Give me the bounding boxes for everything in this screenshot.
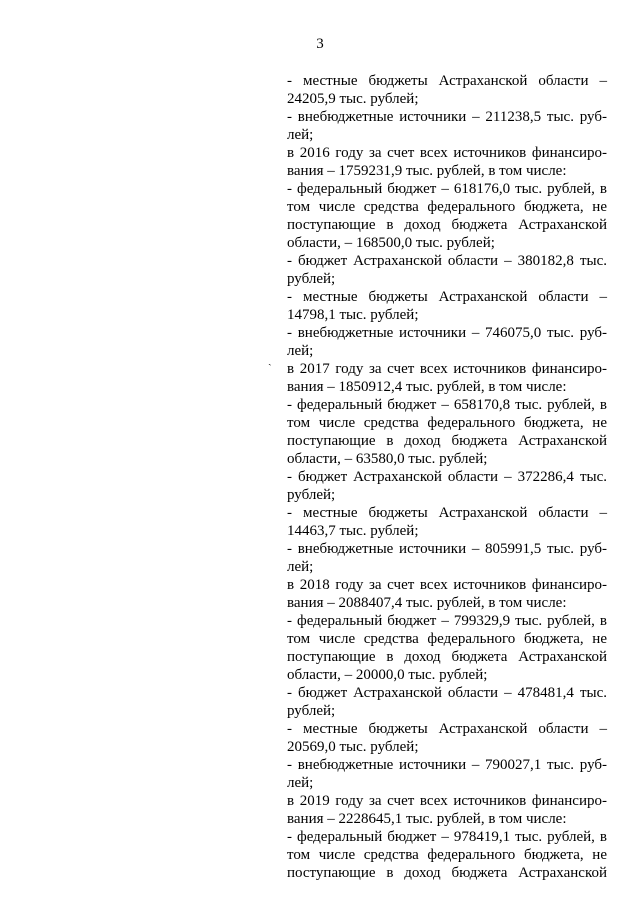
- text-line: том числе средства федерального бюджета, не: [287, 631, 607, 647]
- text-line: том числе средства федерального бюджета, не: [287, 847, 607, 863]
- text-line: - бюджет Астраханской области – 478481,4 тыс.: [287, 685, 607, 701]
- text-line: вания – 1850912,4 тыс. рублей, в том числе:: [287, 379, 567, 395]
- text-line: поступающие в доход бюджета Астраханской: [287, 433, 607, 449]
- text-line: лей;: [287, 775, 314, 791]
- text-line: в 2018 году за счет всех источников финансиро-: [287, 577, 607, 593]
- text-line: области, – 20000,0 тыс. рублей;: [287, 667, 488, 683]
- text-line: - федеральный бюджет – 978419,1 тыс. рублей, в: [287, 829, 607, 845]
- text-line: - внебюджетные источники – 805991,5 тыс. руб-: [287, 541, 607, 557]
- text-line: вания – 2088407,4 тыс. рублей, в том числе:: [287, 595, 567, 611]
- document-body: [287, 72, 607, 882]
- text-line: поступающие в доход бюджета Астраханской: [287, 865, 607, 881]
- text-line: - бюджет Астраханской области – 372286,4 тыс.: [287, 469, 607, 485]
- text-line: 20569,0 тыс. рублей;: [287, 739, 419, 755]
- text-line: вания – 2228645,1 тыс. рублей, в том числе:: [287, 811, 567, 827]
- text-line: том числе средства федерального бюджета, не: [287, 199, 607, 215]
- text-line: вания – 1759231,9 тыс. рублей, в том числе:: [287, 163, 567, 179]
- text-line: - местные бюджеты Астраханской области –: [287, 505, 607, 521]
- text-line: - бюджет Астраханской области – 380182,8 тыс.: [287, 253, 607, 269]
- text-line: - внебюджетные источники – 790027,1 тыс. руб-: [287, 757, 607, 773]
- text-line: - федеральный бюджет – 618176,0 тыс. рублей, в: [287, 181, 607, 197]
- text-line: - внебюджетные источники – 746075,0 тыс. руб-: [287, 325, 607, 341]
- text-line: - федеральный бюджет – 658170,8 тыс. рублей, в: [287, 397, 607, 413]
- text-line: - местные бюджеты Астраханской области –: [287, 289, 607, 305]
- text-line: в 2019 году за счет всех источников финансиро-: [287, 793, 607, 809]
- text-line: рублей;: [287, 703, 336, 719]
- text-line: лей;: [287, 127, 314, 143]
- text-line: том числе средства федерального бюджета, не: [287, 415, 607, 431]
- text-line: - федеральный бюджет – 799329,9 тыс. рублей, в: [287, 613, 607, 629]
- text-line: 24205,9 тыс. рублей;: [287, 91, 419, 107]
- page-number: 3: [316, 36, 324, 52]
- text-line: - внебюджетные источники – 211238,5 тыс. руб-: [287, 109, 607, 125]
- text-line: 14463,7 тыс. рублей;: [287, 523, 419, 539]
- text-line: поступающие в доход бюджета Астраханской: [287, 649, 607, 665]
- text-line: поступающие в доход бюджета Астраханской: [287, 217, 607, 233]
- margin-mark: ˏ: [268, 354, 272, 366]
- text-line: 14798,1 тыс. рублей;: [287, 307, 419, 323]
- text-line: лей;: [287, 559, 314, 575]
- text-line: в 2016 году за счет всех источников финансиро-: [287, 145, 607, 161]
- text-line: - местные бюджеты Астраханской области –: [287, 721, 607, 737]
- text-line: в 2017 году за счет всех источников финансиро-: [287, 361, 607, 377]
- text-line: области, – 63580,0 тыс. рублей;: [287, 451, 488, 467]
- text-line: рублей;: [287, 271, 336, 287]
- text-line: лей;: [287, 343, 314, 359]
- text-line: рублей;: [287, 487, 336, 503]
- text-line: - местные бюджеты Астраханской области –: [287, 73, 607, 89]
- text-line: области, – 168500,0 тыс. рублей;: [287, 235, 495, 251]
